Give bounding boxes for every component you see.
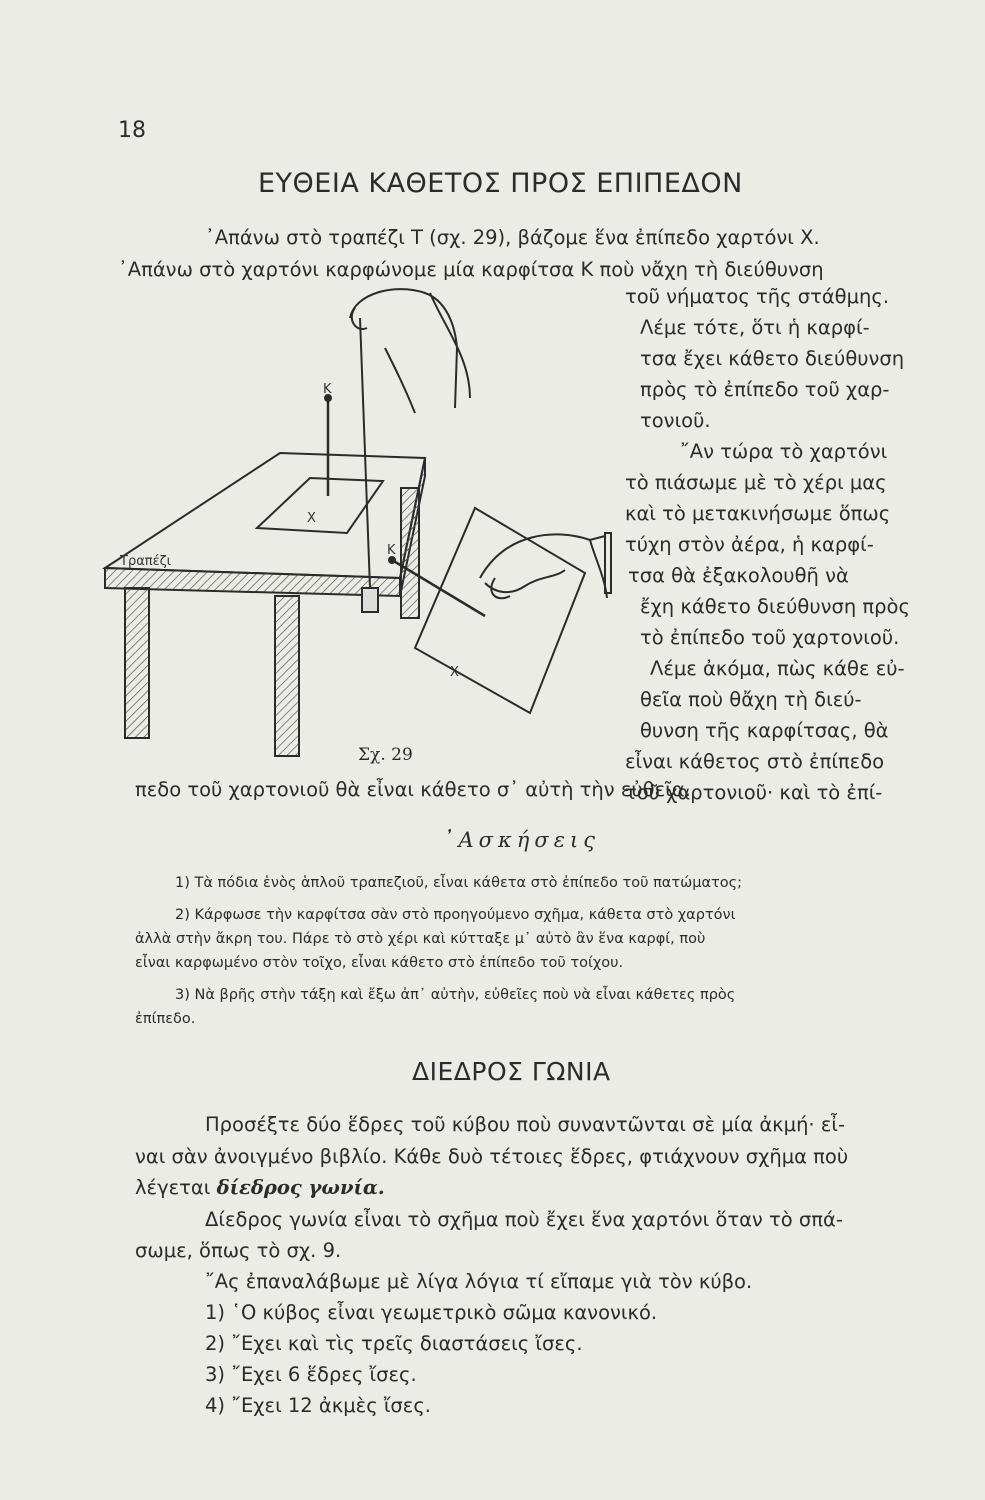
section-title: ΕΥΘΕΙΑ ΚΑΘΕΤΟΣ ΠΡΟΣ ΕΠΙΠΕΔΟΝ [258,168,743,199]
plumb-line [360,318,370,588]
section2-line: Προσέξτε δύο ἕδρες τοῦ κύβου ποὺ συναντῶνται σὲ μία ἀκμή· εἶ- [205,1113,846,1136]
page-number: 18 [118,118,146,143]
right-col-line: καὶ τὸ μετακινήσωμε ὅπως [625,502,891,525]
label-pin-right: Κ [387,543,396,558]
label-paper-top: Χ [307,511,316,526]
section2-line: σωμε, ὅπως τὸ σχ. 9. [135,1239,342,1262]
label-paper-right: Χ [450,665,459,680]
right-col-line: θεῖα ποὺ θἄχη τὴ διεύ- [640,688,862,711]
right-col-line: Λέμε ἀκόμα, πὼς κάθε εὐ- [650,657,905,680]
term-prefix: λέγεται [135,1176,217,1199]
exercise-line: 3) Νὰ βρῆς στὴν τάξη καὶ ἔξω ἀπ᾿ αὐτὴν, εὐθεῖες ποὺ νὰ εἶναι κάθετες πρὸς [175,987,736,1003]
table-leg [125,588,149,738]
right-col-line: τὸ πιάσωμε μὲ τὸ χέρι μας [625,471,887,494]
term-line [135,1178,385,1198]
section2-line: ναι σὰν ἀνοιγμένο βιβλίο. Κάθε δυὸ τέτοιες ἕδρες, φτιάχνουν σχῆμα ποὺ [135,1145,849,1168]
figure-29-illustration [85,278,645,768]
cube-list-item: 4) ῎Εχει 12 ἀκμὲς ἴσες. [205,1394,431,1417]
cube-list-item: 1) ῾Ο κύβος εἶναι γεωμετρικὸ σῶμα κανονικό. [205,1301,658,1324]
right-col-line: θυνση τῆς καρφίτσας, θὰ [640,719,889,742]
right-col-line: ἔχη κάθετο διεύθυνση πρὸς [640,595,910,618]
hand-top [350,289,470,413]
section2-line: Δίεδρος γωνία εἶναι τὸ σχῆμα ποὺ ἔχει ἕνα χαρτόνι ὅταν τὸ σπά- [205,1208,843,1231]
table-leg [401,488,419,618]
right-col-line: τοῦ νήματος τῆς στάθμης. [625,285,890,308]
intro-line-2: ᾿Απάνω στὸ χαρτόνι καρφώνομε μία καρφίτσα Κ ποὺ νἄχη τὴ διεύθυνση [118,258,824,281]
exercise-line: ἀλλὰ στὴν ἄκρη του. Πάρε τὸ στὸ χέρι καὶ κύτταξε μ᾿ αὐτὸ ἂν ἕνα καρφί, ποὺ [135,931,706,947]
right-col-line: τονιοῦ. [640,409,711,432]
right-col-line: τύχη στὸν ἀέρα, ἡ καρφί- [625,533,874,556]
right-col-line: τὸ ἐπίπεδο τοῦ χαρτονιοῦ. [640,626,900,649]
label-pin-top: Κ [323,382,332,397]
right-col-line: τσα θὰ ἐξακολουθῆ νὰ [628,564,849,587]
exercise-line: 2) Κάρφωσε τὴν καρφίτσα σὰν στὸ προηγούμενο σχῆμα, κάθετα στὸ χαρτόνι [175,907,736,923]
section2-title: ΔΙΕΔΡΟΣ ΓΩΝΙΑ [412,1057,611,1086]
right-col-line: ῎Αν τώρα τὸ χαρτόνι [680,440,888,463]
label-table: Τραπέζι [120,554,172,569]
table-leg [275,596,299,756]
right-col-line: εἶναι κάθετος στὸ ἐπίπεδο [625,750,885,773]
hand-right [480,534,607,598]
exercises-title: ᾿Ασκήσεις [443,828,600,852]
paper-tilted [415,508,585,713]
right-col-line: πρὸς τὸ ἐπίπεδο τοῦ χαρ- [640,378,890,401]
intro-line-1: ᾿Απάνω στὸ τραπέζι Τ (σχ. 29), βάζομε ἕνα ἐπίπεδο χαρτόνι Χ. [205,226,820,249]
figure-caption: Σχ. 29 [358,745,413,765]
section2-line: ῎Ας ἐπαναλάβωμε μὲ λίγα λόγια τί εἴπαμε γιὰ τὸν κύβο. [205,1270,753,1293]
right-col-line: Λέμε τότε, ὅτι ἡ καρφί- [640,316,870,339]
exercise-line: εἶναι καρφωμένο στὸν τοῖχο, εἶναι κάθετο στὸ ἐπίπεδο τοῦ τοίχου. [135,955,624,971]
conclusion-line: πεδο τοῦ χαρτονιοῦ θὰ εἶναι κάθετο σ᾿ αὐτὴ τὴν εὐθεῖα. [135,778,691,801]
plumb-weight [362,588,378,612]
right-col-line: τοῦ χαρτονιοῦ· καὶ τὸ ἐπί- [625,781,883,804]
paper-sheet [257,478,383,533]
term-dihedral-angle: δίεδρος γωνία. [216,1176,385,1199]
exercise-line: 1) Τὰ πόδια ἑνὸς ἁπλοῦ τραπεζιοῦ, εἶναι κάθετα στὸ ἐπίπεδο τοῦ πατώματος; [175,875,743,891]
exercise-line: ἐπίπεδο. [135,1011,196,1027]
cube-list-item: 3) ῎Εχει 6 ἕδρες ἴσες. [205,1363,417,1386]
right-col-line: τσα ἔχει κάθετο διεύθυνση [640,347,905,370]
cube-list-item: 2) ῎Εχει καὶ τὶς τρεῖς διαστάσεις ἴσες. [205,1332,583,1355]
